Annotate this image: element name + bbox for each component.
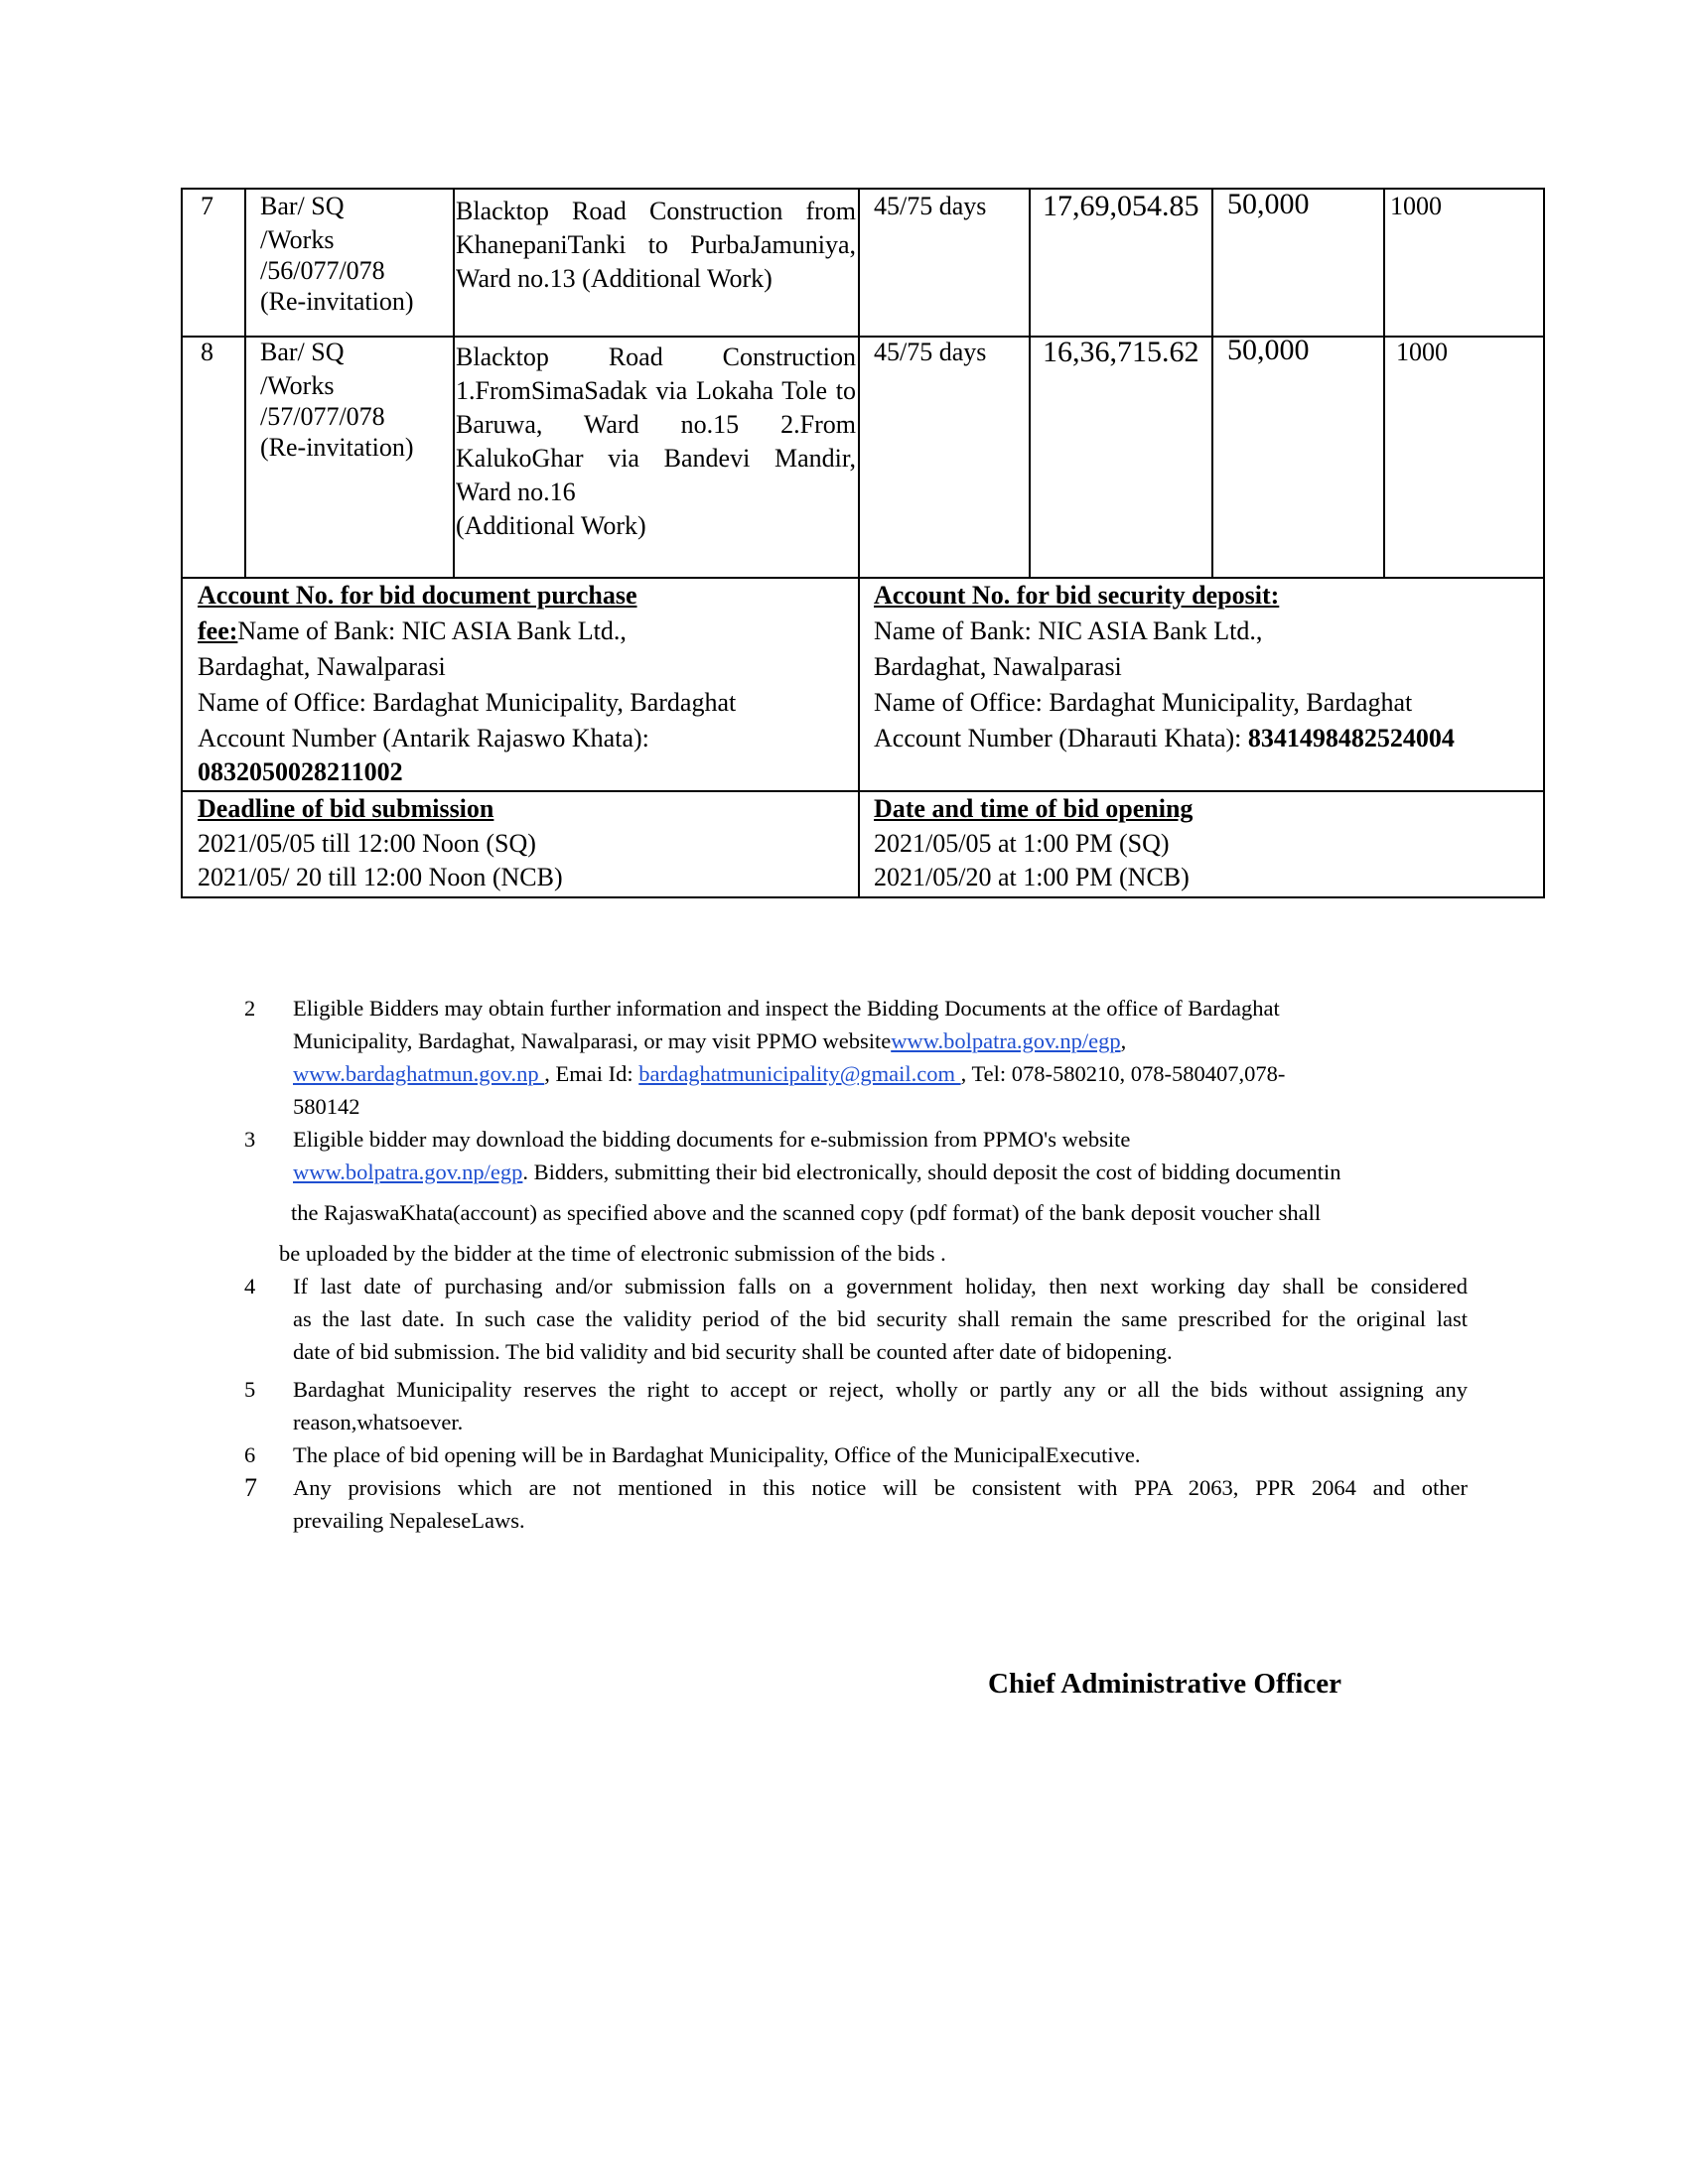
account-purchase-branch: Bardaghat, Nawalparasi bbox=[198, 652, 446, 681]
col-divider bbox=[1383, 190, 1385, 577]
account-purchase-bank: fee:Name of Bank: NIC ASIA Bank Ltd., bbox=[198, 616, 627, 645]
email-link[interactable]: bardaghatmunicipality@gmail.com bbox=[638, 1061, 961, 1086]
note-text: www.bardaghatmun.gov.np , Emai Id: bardaghatmunicipality@gmail.com , Tel: 078-580210, 078-580407,078- bbox=[293, 1061, 1286, 1086]
note-number: 6 bbox=[244, 1442, 256, 1467]
col-divider bbox=[453, 190, 455, 577]
deadline-line: 2021/05/ 20 till 12:00 Noon (NCB) bbox=[198, 863, 563, 891]
reference-line: /56/077/078 bbox=[260, 256, 385, 285]
bid-security: 50,000 bbox=[1227, 188, 1310, 220]
cost-estimate: 16,36,715.62 bbox=[1043, 336, 1199, 368]
deadline-line: 2021/05/05 till 12:00 Noon (SQ) bbox=[198, 829, 536, 858]
account-security-bank: Name of Bank: NIC ASIA Bank Ltd., bbox=[874, 616, 1263, 645]
bolpatra-link[interactable]: www.bolpatra.gov.np/egp bbox=[891, 1028, 1121, 1053]
account-purchase-label: Account Number (Antarik Rajaswo Khata): bbox=[198, 724, 649, 752]
account-purchase-number: 0832050028211002 bbox=[198, 757, 403, 786]
note-text: date of bid submission. The bid validity and bid security shall be counted after date of bidopening. bbox=[293, 1339, 1173, 1364]
document-fee: 1000 bbox=[1396, 338, 1448, 366]
duration: 45/75 days bbox=[874, 192, 987, 220]
note-number: 2 bbox=[244, 996, 256, 1021]
note-text: prevailing NepaleseLaws. bbox=[293, 1508, 525, 1533]
note-text: Municipality, Bardaghat, Nawalparasi, or may visit PPMO websitewww.bolpatra.gov.np/egp, bbox=[293, 1028, 1127, 1053]
note-number: 5 bbox=[244, 1377, 256, 1402]
reference-line: Bar/ SQ bbox=[260, 192, 345, 220]
duration: 45/75 days bbox=[874, 338, 987, 366]
account-security-branch: Bardaghat, Nawalparasi bbox=[874, 652, 1122, 681]
note-text: Eligible Bidders may obtain further information and inspect the Bidding Documents at the office of Bardaghat bbox=[293, 996, 1280, 1021]
col-divider bbox=[1211, 190, 1213, 577]
deadline-heading: Deadline of bid submission bbox=[198, 794, 494, 823]
serial-number: 8 bbox=[201, 338, 213, 366]
account-purchase-office: Name of Office: Bardaghat Municipality, Bardaghat bbox=[198, 688, 737, 717]
signature-title: Chief Administrative Officer bbox=[988, 1668, 1341, 1700]
note-text: as the last date. In such case the validity period of the bid security shall remain the same prescribed for the original last bbox=[293, 1306, 1468, 1331]
cost-estimate: 17,69,054.85 bbox=[1043, 190, 1199, 222]
note-text: be uploaded by the bidder at the time of electronic submission of the bids . bbox=[279, 1241, 946, 1266]
municipality-website-link[interactable]: www.bardaghatmun.gov.np bbox=[293, 1061, 545, 1086]
opening-line: 2021/05/20 at 1:00 PM (NCB) bbox=[874, 863, 1190, 891]
reference-line: (Re-invitation) bbox=[260, 287, 414, 316]
account-purchase-heading: Account No. for bid document purchase bbox=[198, 581, 637, 610]
reference-line: /Works bbox=[260, 371, 335, 400]
reference-line: Bar/ SQ bbox=[260, 338, 345, 366]
bolpatra-link[interactable]: www.bolpatra.gov.np/egp bbox=[293, 1160, 523, 1184]
note-number: 3 bbox=[244, 1127, 256, 1152]
work-description: Blacktop Road Construction 1.FromSimaSadak via Lokaha Tole to Baruwa, Ward no.15 2.From KalukoGhar via Bandevi Mandir, Ward no.16 (Additional Work) bbox=[456, 342, 856, 540]
account-security-number: Account Number (Dharauti Khata): 8341498482524004 bbox=[874, 724, 1455, 752]
col-divider bbox=[244, 190, 246, 577]
document-fee: 1000 bbox=[1390, 192, 1442, 220]
bid-security: 50,000 bbox=[1227, 334, 1310, 366]
note-text: reason,whatsoever. bbox=[293, 1410, 464, 1434]
col-divider bbox=[1029, 190, 1031, 577]
reference-line: /Works bbox=[260, 225, 335, 254]
bid-table bbox=[181, 188, 1545, 898]
note-text: Eligible bidder may download the bidding documents for e-submission from PPMO's website bbox=[293, 1127, 1131, 1152]
note-text: the RajaswaKhata(account) as specified above and the scanned copy (pdf format) of the bank deposit voucher shall bbox=[291, 1200, 1322, 1225]
row-divider bbox=[183, 336, 1543, 338]
work-description: Blacktop Road Construction from KhanepaniTanki to PurbaJamuniya, Ward no.13 (Additional Work) bbox=[456, 197, 856, 293]
account-security-heading: Account No. for bid security deposit: bbox=[874, 581, 1280, 610]
note-number: 7 bbox=[244, 1473, 257, 1502]
col-divider bbox=[858, 190, 860, 898]
reference-line: /57/077/078 bbox=[260, 402, 385, 431]
note-text: If last date of purchasing and/or submission falls on a government holiday, then next working day shall be considered bbox=[293, 1274, 1468, 1298]
note-text: Any provisions which are not mentioned in this notice will be consistent with PPA 2063, PPR 2064 and other bbox=[293, 1475, 1468, 1500]
note-text: The place of bid opening will be in Bardaghat Municipality, Office of the MunicipalExecutive. bbox=[293, 1442, 1141, 1467]
opening-line: 2021/05/05 at 1:00 PM (SQ) bbox=[874, 829, 1170, 858]
reference-line: (Re-invitation) bbox=[260, 433, 414, 462]
note-number: 4 bbox=[244, 1274, 256, 1298]
account-security-office: Name of Office: Bardaghat Municipality, Bardaghat bbox=[874, 688, 1413, 717]
note-text: Bardaghat Municipality reserves the right to accept or reject, wholly or partly any or all the bids without assigning any bbox=[293, 1377, 1468, 1402]
opening-heading: Date and time of bid opening bbox=[874, 794, 1194, 823]
note-text: 580142 bbox=[293, 1094, 360, 1119]
serial-number: 7 bbox=[201, 192, 213, 220]
note-text: www.bolpatra.gov.np/egp. Bidders, submitting their bid electronically, should deposit the cost of bidding documentin bbox=[293, 1160, 1341, 1184]
